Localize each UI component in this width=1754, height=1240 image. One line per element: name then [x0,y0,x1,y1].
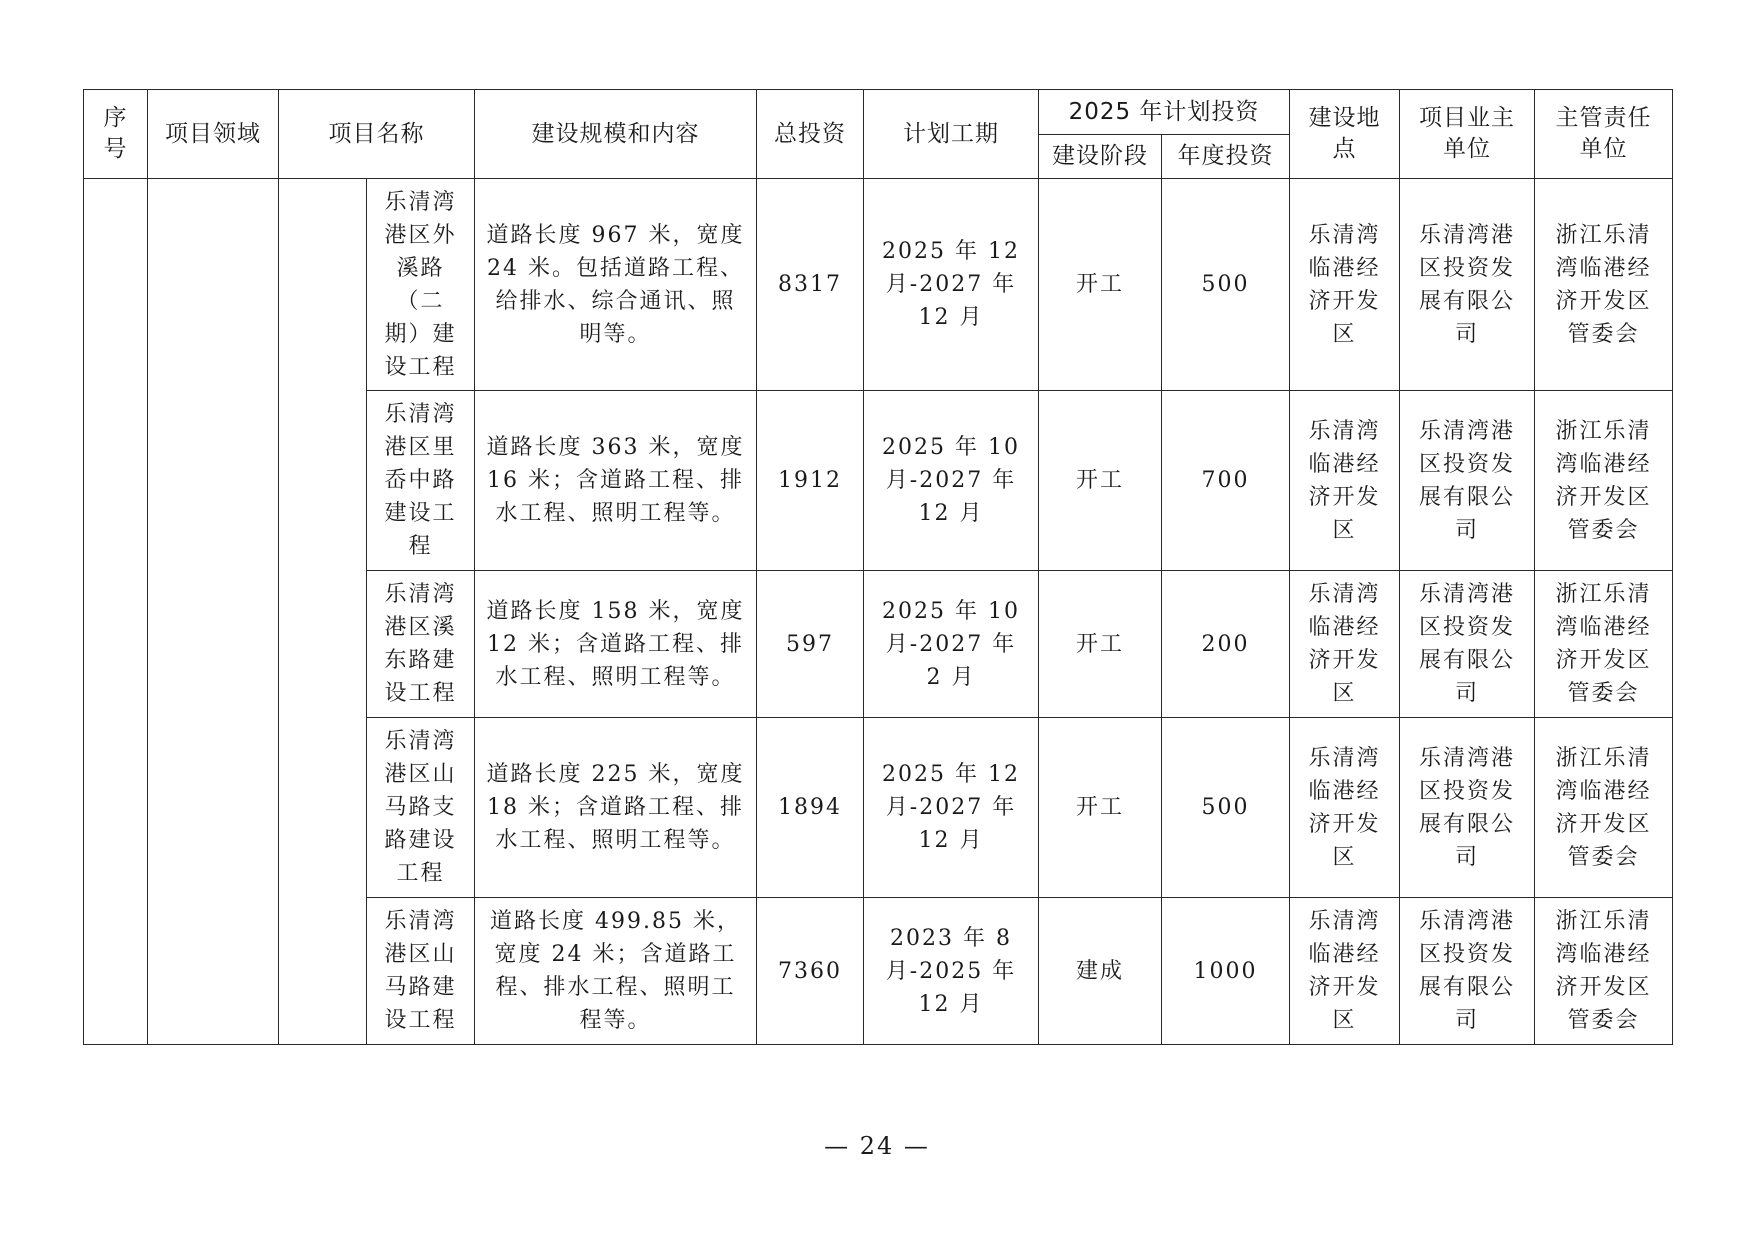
total-investment: 1894 [757,718,864,898]
header-period: 计划工期 [864,90,1039,179]
header-plan-2025: 2025 年计划投资 [1039,90,1290,135]
header-seq: 序号 [84,90,148,179]
plan-period: 2025 年 12 月-2027 年 12 月 [864,179,1039,391]
category-cell [279,179,367,1045]
scale-content: 道路长度 967 米，宽度 24 米。包括道路工程、给排水、综合通讯、照明等。 [475,179,757,391]
total-investment: 8317 [757,179,864,391]
table-row [84,179,1673,391]
header-location: 建设地点 [1290,90,1400,179]
project-name: 乐清湾港区山马路支路建设工程 [367,718,475,898]
scale-content: 道路长度 158 米，宽度 12 米；含道路工程、排水工程、照明工程等。 [475,571,757,718]
project-name: 乐清湾港区里岙中路建设工程 [367,391,475,571]
domain-cell [148,179,279,1045]
owner-unit: 乐清湾港区投资发展有限公司 [1400,898,1535,1045]
annual-investment: 200 [1162,571,1290,718]
header-annual: 年度投资 [1162,135,1290,179]
owner-unit: 乐清湾港区投资发展有限公司 [1400,571,1535,718]
location: 乐清湾临港经济开发区 [1290,898,1400,1045]
manager-unit: 浙江乐清湾临港经济开发区管委会 [1535,718,1673,898]
project-table [83,89,1673,1045]
manager-unit: 浙江乐清湾临港经济开发区管委会 [1535,571,1673,718]
annual-investment: 700 [1162,391,1290,571]
plan-period: 2023 年 8 月-2025 年 12 月 [864,898,1039,1045]
project-name: 乐清湾港区溪东路建设工程 [367,571,475,718]
annual-investment: 1000 [1162,898,1290,1045]
total-investment: 7360 [757,898,864,1045]
owner-unit: 乐清湾港区投资发展有限公司 [1400,391,1535,571]
scale-content: 道路长度 363 米，宽度 16 米；含道路工程、排水工程、照明工程等。 [475,391,757,571]
manager-unit: 浙江乐清湾临港经济开发区管委会 [1535,179,1673,391]
plan-period: 2025 年 12 月-2027 年 12 月 [864,718,1039,898]
header-total: 总投资 [757,90,864,179]
project-name: 乐清湾港区山马路建设工程 [367,898,475,1045]
location: 乐清湾临港经济开发区 [1290,391,1400,571]
header-domain: 项目领域 [148,90,279,179]
header-scale: 建设规模和内容 [475,90,757,179]
total-investment: 597 [757,571,864,718]
header-manager: 主管责任单位 [1535,90,1673,179]
owner-unit: 乐清湾港区投资发展有限公司 [1400,179,1535,391]
construction-stage: 开工 [1039,571,1162,718]
header-owner: 项目业主单位 [1400,90,1535,179]
construction-stage: 建成 [1039,898,1162,1045]
page-number: — 24 — [824,1132,930,1160]
location: 乐清湾临港经济开发区 [1290,571,1400,718]
construction-stage: 开工 [1039,391,1162,571]
seq-cell [84,179,148,1045]
plan-period: 2025 年 10 月-2027 年 12 月 [864,391,1039,571]
owner-unit: 乐清湾港区投资发展有限公司 [1400,718,1535,898]
project-name: 乐清湾港区外溪路（二期）建设工程 [367,179,475,391]
scale-content: 道路长度 499.85 米，宽度 24 米；含道路工程、排水工程、照明工程等。 [475,898,757,1045]
manager-unit: 浙江乐清湾临港经济开发区管委会 [1535,391,1673,571]
manager-unit: 浙江乐清湾临港经济开发区管委会 [1535,898,1673,1045]
location: 乐清湾临港经济开发区 [1290,718,1400,898]
plan-period: 2025 年 10 月-2027 年 2 月 [864,571,1039,718]
header-stage: 建设阶段 [1039,135,1162,179]
construction-stage: 开工 [1039,718,1162,898]
construction-stage: 开工 [1039,179,1162,391]
total-investment: 1912 [757,391,864,571]
annual-investment: 500 [1162,179,1290,391]
location: 乐清湾临港经济开发区 [1290,179,1400,391]
scale-content: 道路长度 225 米，宽度 18 米；含道路工程、排水工程、照明工程等。 [475,718,757,898]
header-name: 项目名称 [279,90,475,179]
annual-investment: 500 [1162,718,1290,898]
